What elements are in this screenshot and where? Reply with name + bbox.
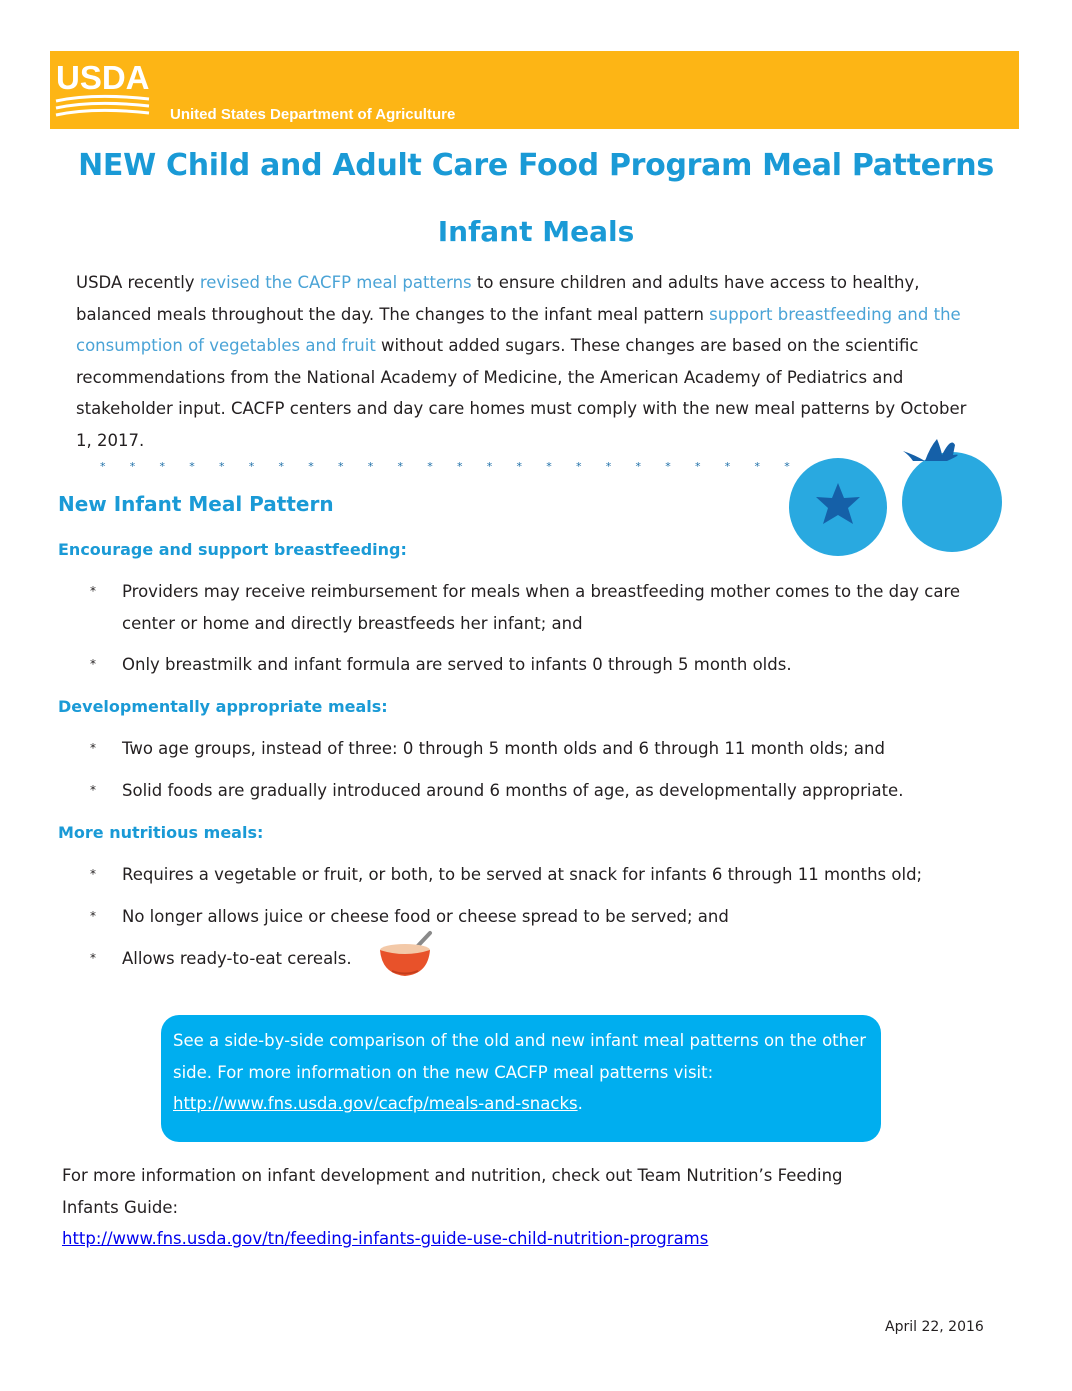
divider-star-icon: * — [605, 460, 612, 473]
divider-star-icon: * — [278, 460, 284, 473]
list-item — [90, 733, 970, 765]
group-heading-breastfeeding: Encourage and support breastfeeding: — [58, 540, 407, 559]
callout-period: . — [577, 1094, 583, 1113]
list-item — [90, 576, 970, 639]
list-item-text: Requires a vegetable or fruit, or both, to be served at snack for infants 6 through 11 months old; — [122, 865, 923, 884]
list-item — [90, 859, 970, 891]
list-item-text: Solid foods are gradually introduced around 6 months of age, as developmentally appropriate. — [122, 781, 904, 800]
divider-star-icon: * — [100, 460, 106, 473]
svg-text:USDA: USDA — [56, 59, 150, 96]
intro-text-3: without added sugars. These changes are based on the scientific recommendations from the National Academy of Medicine, the American Academy of Pediatrics and stakeholder input. CACFP centers and day care homes must comply with the new meal patterns by October 1, 2017. — [76, 336, 967, 450]
divider-star-icon: * — [129, 460, 136, 473]
list-item-text: Only breastmilk and infant formula are served to infants 0 through 5 month olds. — [122, 655, 792, 674]
divider-star-icon: * — [754, 460, 760, 473]
callout-text: See a side-by-side comparison of the old and new infant meal patterns on the other side. For more information on the new CACFP meal patterns visit: — [173, 1031, 867, 1082]
bullet-icon: * — [90, 783, 96, 797]
list-item-text: No longer allows juice or cheese food or cheese spread to be served; and — [122, 907, 729, 926]
divider-star-icon: * — [159, 460, 165, 473]
feeding-infants-text: For more information on infant development and nutrition, check out Team Nutrition’s Feeding Infants Guide: — [62, 1166, 843, 1217]
list-item-text: Allows ready-to-eat cereals. — [122, 949, 352, 968]
bullet-icon: * — [90, 657, 96, 671]
divider-star-icon: * — [695, 460, 701, 473]
divider-star-icon: * — [397, 460, 403, 473]
divider-star-icon: * — [635, 460, 641, 473]
page-subtitle: Infant Meals — [437, 215, 635, 248]
page-title: NEW Child and Adult Care Food Program Meal Patterns — [78, 148, 994, 183]
list-item — [90, 901, 970, 933]
bullet-icon: * — [90, 584, 96, 598]
list-item-text: Providers may receive reimbursement for meals when a breastfeeding mother comes to the day care center or home and directly breastfeeds her infant; and — [122, 582, 961, 633]
list-item — [90, 649, 970, 681]
comparison-callout — [161, 1015, 881, 1142]
bullet-icon: * — [90, 867, 96, 881]
list-item-text: Two age groups, instead of three: 0 through 5 month olds and 6 through 11 month olds; and — [122, 739, 885, 758]
bullet-icon: * — [90, 741, 96, 755]
divider-star-icon: * — [367, 460, 374, 473]
divider-star-icon: * — [724, 460, 731, 473]
bullet-icon: * — [90, 951, 96, 965]
group-heading-developmental: Developmentally appropriate meals: — [58, 697, 388, 716]
divider-star-icon: * — [576, 460, 582, 473]
divider-star-icon: * — [308, 460, 314, 473]
intro-text-1: USDA recently — [76, 273, 200, 292]
agency-name: United States Department of Agriculture — [170, 106, 456, 123]
group-heading-nutritious: More nutritious meals: — [58, 823, 264, 842]
divider-star-icon: * — [457, 460, 463, 473]
support-breastfeeding-link[interactable]: support breastfeeding and the consumption of vegetables and fruit — [76, 304, 961, 355]
divider-star-icon: * — [427, 460, 433, 473]
divider-star-icon: * — [665, 460, 671, 473]
divider-star-icon: * — [546, 460, 552, 473]
cereal-bowl-icon — [378, 930, 436, 980]
divider-star-icon: * — [784, 460, 790, 473]
divider-star-icon: * — [219, 460, 225, 473]
meals-and-snacks-link[interactable]: http://www.fns.usda.gov/cacfp/meals-and-snacks — [173, 1094, 578, 1113]
divider-star-icon: * — [486, 460, 493, 473]
list-item — [90, 943, 370, 975]
usda-logo-icon — [54, 55, 154, 125]
divider-star-icon: * — [338, 460, 344, 473]
list-item — [90, 775, 970, 807]
bullet-icon: * — [90, 909, 96, 923]
feeding-infants-guide-link[interactable]: http://www.fns.usda.gov/tn/feeding-infants-guide-use-child-nutrition-programs — [62, 1229, 709, 1248]
divider-star-icon: * — [248, 460, 255, 473]
intro-text-2: to ensure children and adults have access to healthy, balanced meals throughout the day. The changes to the infant meal pattern — [76, 273, 920, 324]
revised-patterns-link[interactable]: revised the CACFP meal patterns — [199, 273, 472, 292]
feeding-infants-info — [62, 1160, 962, 1255]
blueberry-icon — [785, 425, 1010, 560]
usda-header-banner — [50, 51, 1019, 129]
star-divider — [100, 460, 790, 476]
section-title: New Infant Meal Pattern — [58, 492, 334, 516]
divider-star-icon: * — [189, 460, 195, 473]
publication-date: April 22, 2016 — [885, 1319, 984, 1335]
divider-star-icon: * — [516, 460, 522, 473]
